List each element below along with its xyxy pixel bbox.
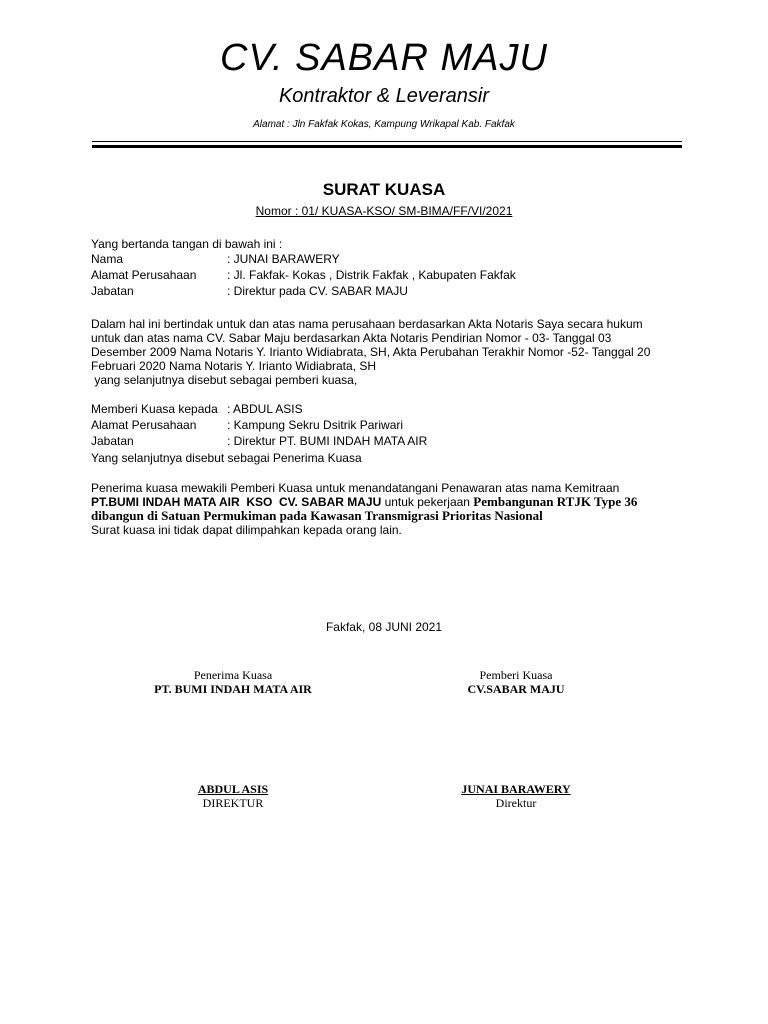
signature-left-footer <box>133 782 333 810</box>
signature-left-position: DIREKTUR <box>202 796 264 810</box>
authority-line: untuk dan atas nama CV. Sabar Maju berdasarkan Akta Notaris Pendirian Nomor - 03- Tanggal 03 <box>91 331 612 345</box>
mandate-paragraph <box>91 481 681 537</box>
project-name-part2: dibangun di Satuan Permukiman pada Kawasan Transmigrasi Prioritas Nasional <box>91 508 543 523</box>
grantee-position-label: Jabatan <box>91 434 134 448</box>
signature-left-company: PT. BUMI INDAH MATA AIR <box>154 682 312 696</box>
grantor-name-value: : JUNAI BARAWERY <box>227 252 340 266</box>
grantor-position-label: Jabatan <box>91 284 134 298</box>
authority-line: Februari 2020 Nama Notaris Y. Irianto Widiabrata, SH <box>91 359 377 373</box>
signature-right-company: CV.SABAR MAJU <box>467 682 565 696</box>
authority-line: Desember 2009 Nama Notaris Y. Irianto Widiabrata, SH, Akta Perubahan Terakhir Nomor -52- Tanggal 20 <box>91 345 651 359</box>
company-name: CV. SABAR MAJU <box>220 37 548 79</box>
grantee-address-label: Alamat Perusahaan <box>91 418 197 432</box>
grantor-address-value: : Jl. Fakfak- Kokas , Distrik Fakfak , Kabupaten Fakfak <box>227 268 516 282</box>
mandate-line: Surat kuasa ini tidak dapat dilimpahkan kepada orang lain. <box>91 523 402 537</box>
grantor-name-label: Nama <box>91 252 124 266</box>
mandate-line <box>91 495 681 509</box>
letterhead-divider-thick <box>92 145 682 148</box>
authority-line: Dalam hal ini bertindak untuk dan atas nama perusahaan berdasarkan Akta Notaris Saya secara hukum <box>91 317 643 331</box>
partnership-name: PT.BUMI INDAH MATA AIR KSO CV. SABAR MAJU <box>91 495 382 509</box>
signature-right-role: Pemberi Kuasa <box>479 668 553 682</box>
document-number-text: Nomor : 01/ KUASA-KSO/ SM-BIMA/FF/VI/2021 <box>255 204 513 218</box>
grantor-address-label: Alamat Perusahaan <box>91 268 197 282</box>
grantee-address-row <box>91 418 691 434</box>
grantor-position-row <box>91 284 691 300</box>
signature-right-name: JUNAI BARAWERY <box>461 782 571 796</box>
intro-text: Yang bertanda tangan di bawah ini : <box>91 237 283 251</box>
letterhead-divider-thin <box>92 141 682 142</box>
grantor-position-value: : Direktur pada CV. SABAR MAJU <box>227 284 408 298</box>
signature-left-header <box>133 668 333 696</box>
grantee-name-row <box>91 402 691 418</box>
grantee-position-value: : Direktur PT. BUMI INDAH MATA AIR <box>227 434 428 448</box>
grantee-name-value: : ABDUL ASIS <box>227 402 303 416</box>
grantee-name-label: Memberi Kuasa kepada <box>91 402 218 416</box>
project-name-part1: Pembangunan RTJK Type 36 <box>473 494 638 509</box>
grantee-position-row <box>91 434 691 450</box>
signature-left-role: Penerima Kuasa <box>193 668 273 682</box>
document-number <box>0 204 768 218</box>
signature-right-header <box>416 668 616 696</box>
signature-left-name: ABDUL ASIS <box>197 782 269 796</box>
grantor-address-row <box>91 268 691 284</box>
for-work-text: untuk pekerjaan <box>381 495 474 509</box>
grantee-address-value: : Kampung Sekru Dsitrik Pariwari <box>227 418 404 432</box>
signature-right-position: Direktur <box>495 796 537 810</box>
mandate-line: Penerima kuasa mewakili Pemberi Kuasa untuk menandatangani Penawaran atas nama Kemitraan <box>91 481 620 495</box>
document-title: SURAT KUASA <box>322 180 446 199</box>
grantor-name-row <box>91 252 691 268</box>
grantee-closing: Yang selanjutnya disebut sebagai Penerima Kuasa <box>91 451 362 465</box>
authority-paragraph <box>91 317 681 387</box>
signature-right-footer <box>416 782 616 810</box>
place-date: Fakfak, 08 JUNI 2021 <box>325 620 443 634</box>
authority-line: yang selanjutnya disebut sebagai pemberi kuasa, <box>91 373 358 387</box>
company-address: Alamat : Jln Fakfak Kokas, Kampung Wrikapal Kab. Fakfak <box>253 119 515 130</box>
company-tagline: Kontraktor & Leveransir <box>278 85 490 107</box>
